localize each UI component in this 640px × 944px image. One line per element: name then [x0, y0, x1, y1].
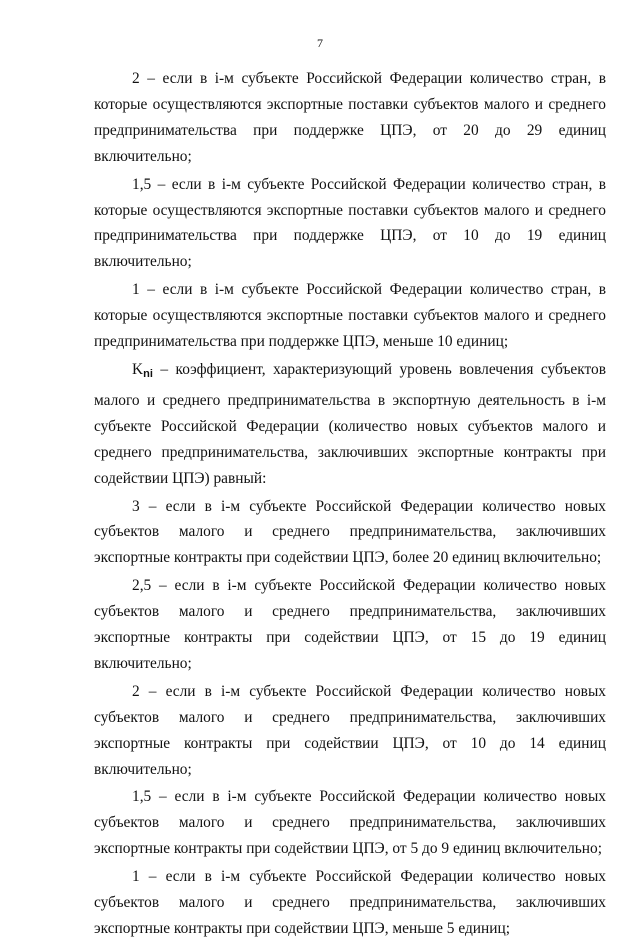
- paragraph-text: 2,5 – если в i-м субъекте Российской Федерации количество новых субъектов малого и среднего предпринимательства, заключивших экспортные контракты при содействии ЦПЭ, от 15 до 19 единиц включительно;: [94, 577, 606, 672]
- paragraph-coefficient-1: [94, 277, 606, 355]
- paragraph-coefficient-2: [94, 66, 606, 170]
- paragraph-text: 1,5 – если в i-м субъекте Российской Федерации количество стран, в которые осуществляются экспортные поставки субъектов малого и среднего предпринимательства при поддержке ЦПЭ, от 10 до 19 единиц включительно;: [94, 175, 606, 271]
- paragraph-text: 1 – если в i-м субъекте Российской Федерации количество стран, в которые осуществляются экспортные поставки субъектов малого и среднего предпринимательства при поддержке ЦПЭ, меньше 10 единиц;: [94, 281, 606, 351]
- paragraph-kni-3: [94, 494, 606, 572]
- paragraph-coefficient-1-5: [94, 172, 606, 276]
- paragraph-text: 1 – если в i-м субъекте Российской Федерации количество новых субъектов малого и среднего предпринимательства, заключивших экспортные контракты при содействии ЦПЭ, меньше 5 единиц;: [94, 868, 606, 937]
- paragraph-text: 2 – если в i-м субъекте Российской Федерации количество стран, в которые осуществляются экспортные поставки субъектов малого и среднего предпринимательства при поддержке ЦПЭ, от 20 до 29 единиц включительно;: [94, 70, 606, 165]
- paragraph-text: 3 – если в i-м субъекте Российской Федерации количество новых субъектов малого и среднего предпринимательства, заключивших экспортные контракты при содействии ЦПЭ, более 20 единиц включительно;: [94, 497, 606, 567]
- paragraph-kni-2: [94, 679, 606, 783]
- page-number: 7: [317, 36, 323, 50]
- paragraph-text: – коэффициент, характеризующий уровень вовлечения субъектов малого и среднего предпринимательства в экспортную деятельность в i-м субъекте Российской Федерации (количество новых субъектов малого и среднего предпринимательства, заключивших экспортные контракты при содействии ЦПЭ) равный:: [94, 360, 606, 487]
- kni-subscript: ni: [143, 367, 153, 380]
- paragraph-text: 1,5 – если в i-м субъекте Российской Федерации количество новых субъектов малого и среднего предпринимательства, заключивших экспортные контракты при содействии ЦПЭ, от 5 до 9 единиц включительно;: [94, 788, 606, 858]
- kni-symbol: K: [132, 360, 144, 378]
- paragraph-kni-1-5: [94, 784, 606, 862]
- paragraph-kni-2-5: [94, 573, 606, 677]
- paragraph-kni-1: [94, 864, 606, 942]
- document-body: [94, 66, 606, 944]
- paragraph-text: 2 – если в i-м субъекте Российской Федерации количество новых субъектов малого и среднего предпринимательства, заключивших экспортные контракты при содействии ЦПЭ, от 10 до 14 единиц включительно;: [94, 682, 606, 778]
- paragraph-kni-definition: [94, 357, 606, 492]
